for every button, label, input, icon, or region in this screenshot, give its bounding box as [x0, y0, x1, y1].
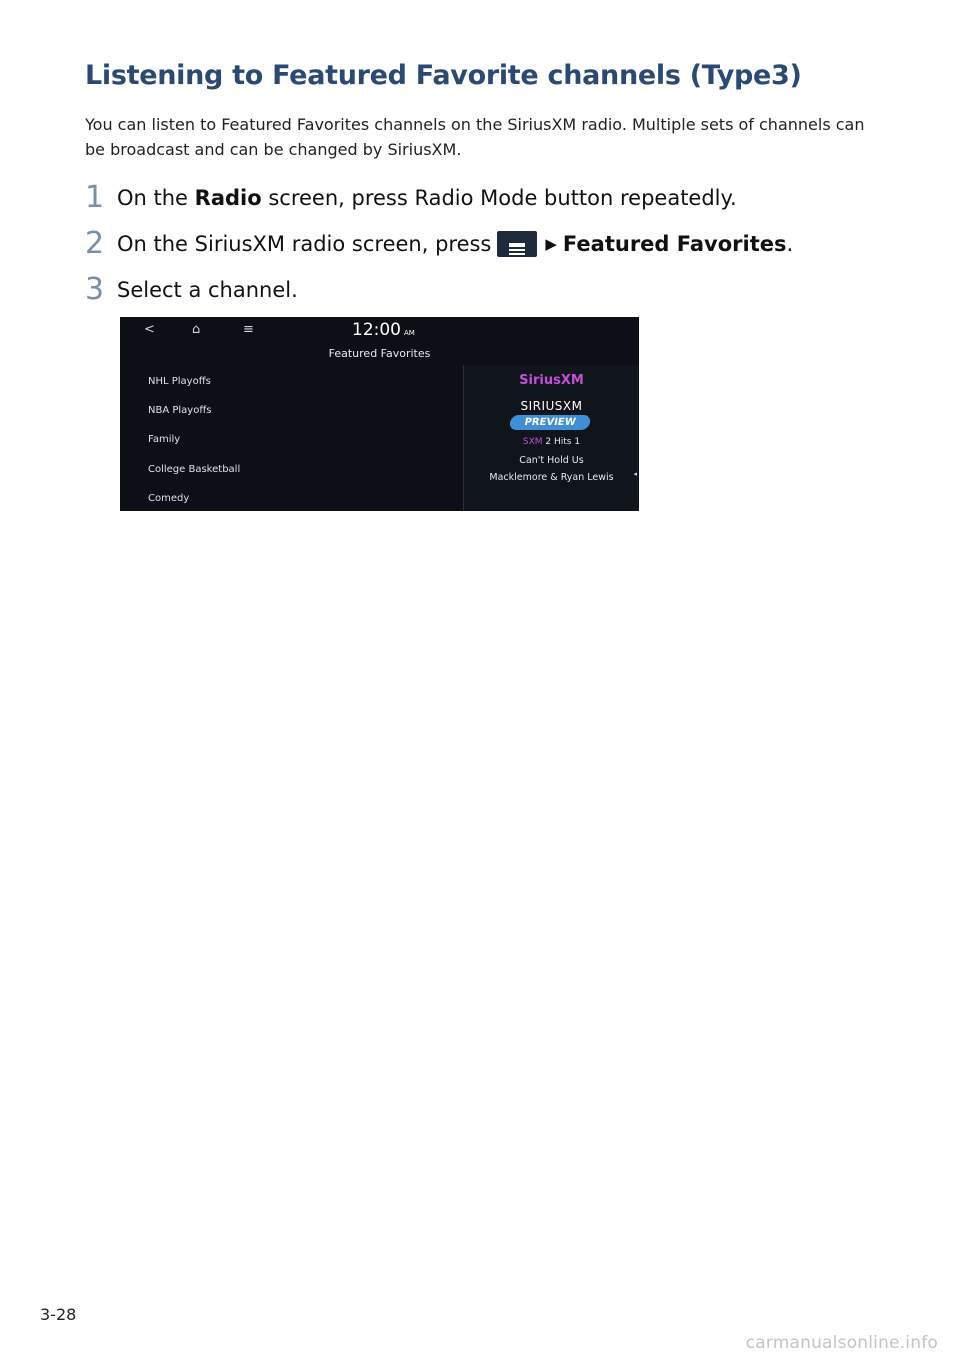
step-bold-text: Featured Favorites — [562, 231, 787, 256]
channel-list — [148, 375, 240, 511]
step-2: 2 On the SiriusXM radio screen, press ▶ Featured Favorites . — [85, 226, 794, 261]
step-text: On the Radio screen, press Radio Mode button repeatedly. — [117, 185, 737, 210]
radio-screenshot — [120, 317, 639, 511]
channel-name: SXM 2 Hits 1 — [522, 437, 581, 447]
step-1 — [85, 180, 737, 215]
back-icon[interactable]: < — [144, 322, 155, 337]
now-playing-panel — [464, 365, 639, 511]
channel-item-nba-playoffs[interactable]: NBA Playoffs — [148, 405, 212, 417]
screen-title: Featured Favorites — [328, 347, 431, 360]
menu-icon — [497, 231, 537, 257]
channel-item-family[interactable]: Family — [148, 434, 181, 446]
step-number: 3 — [85, 272, 105, 307]
step-text: On the SiriusXM radio screen, press — [117, 231, 492, 256]
page-number: 3-28 — [40, 1305, 77, 1324]
step-number: 1 — [85, 180, 105, 215]
arrow-right-icon: ▶ — [545, 234, 557, 253]
step-text: Select a channel. — [117, 277, 298, 302]
clock: 12:00 AM — [352, 320, 415, 340]
watermark: carmanualsonline.info — [745, 1333, 938, 1353]
step-3 — [85, 272, 298, 307]
preview-badge: PREVIEW — [509, 415, 592, 430]
artist-name: Macklemore & Ryan Lewis — [489, 472, 614, 483]
home-icon[interactable]: ⌂ — [192, 322, 201, 337]
menu-icon[interactable]: ≡ — [243, 322, 254, 337]
siriusxm-brand: SiriusXM — [519, 373, 584, 388]
song-title: Can't Hold Us — [519, 455, 584, 466]
channel-item-comedy[interactable]: Comedy — [148, 492, 190, 504]
channel-item-college-basketball[interactable]: College Basketball — [148, 463, 241, 475]
intro-paragraph: You can listen to Featured Favorites channels on the SiriusXM radio. Multiple sets of channels can be broadcast and can be changed by SiriusXM. — [85, 115, 865, 159]
step-number: 2 — [85, 226, 105, 261]
section-heading: Listening to Featured Favorite channels (Type3) — [85, 60, 802, 91]
panel-handle-icon[interactable]: ◂ — [633, 470, 637, 478]
siriusxm-logo: SIRIUSXM — [520, 399, 583, 413]
channel-item-nhl-playoffs[interactable]: NHL Playoffs — [148, 376, 211, 387]
